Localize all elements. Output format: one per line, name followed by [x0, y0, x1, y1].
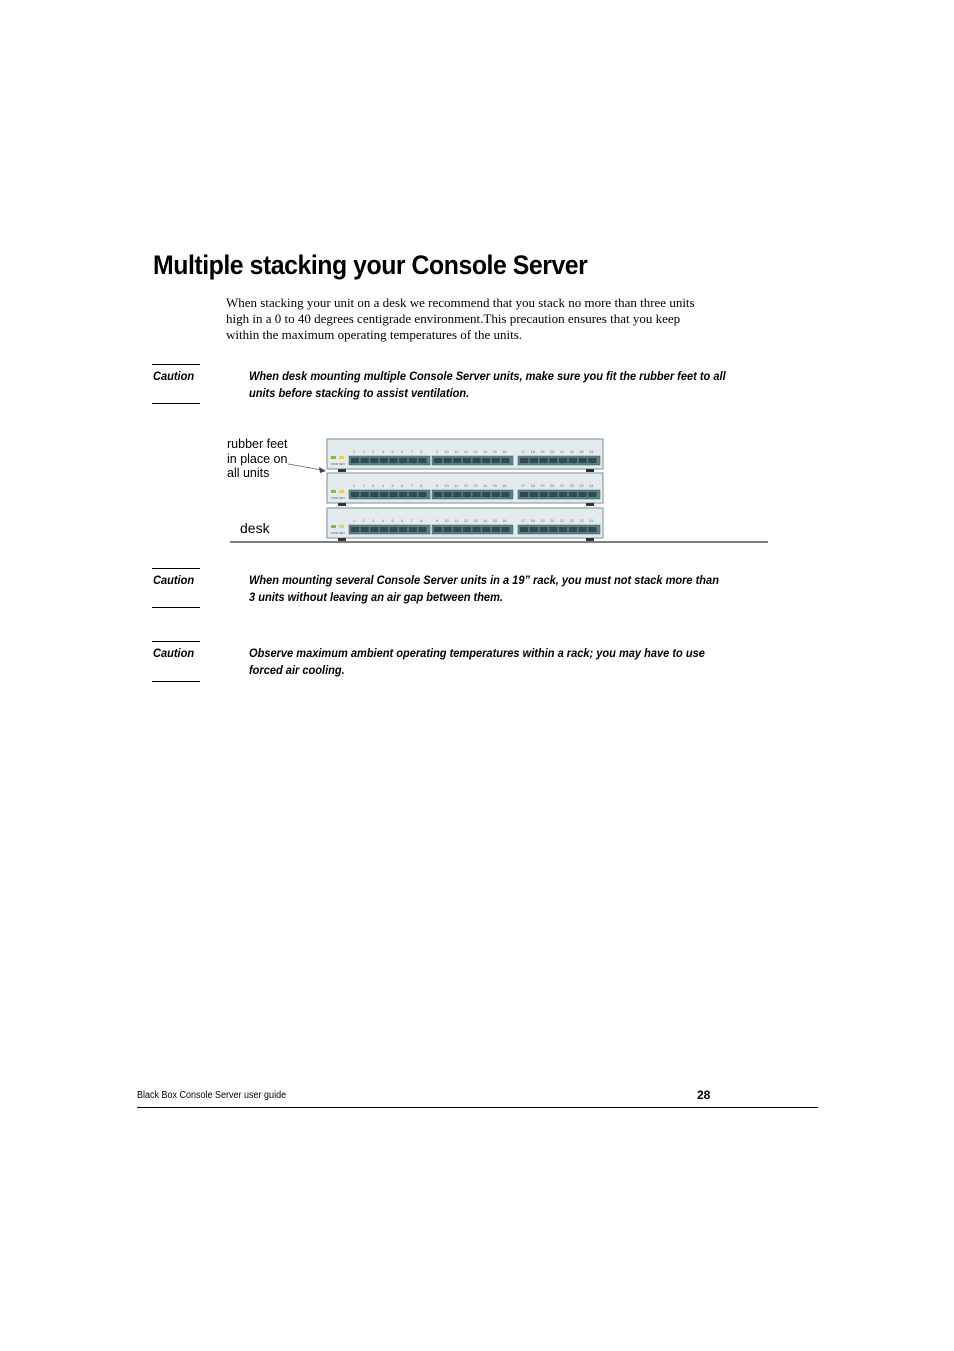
rj45-port [453, 527, 461, 532]
led-label: NET [339, 496, 345, 500]
rj45-port [492, 527, 500, 532]
rj45-port [540, 458, 548, 463]
rj45-port [569, 527, 577, 532]
rj45-port [418, 458, 426, 463]
rj45-port [588, 527, 596, 532]
caution-rule-bottom [152, 681, 200, 682]
port-number: 20 [550, 484, 555, 488]
port-number: 19 [540, 519, 545, 523]
rubber-foot [586, 503, 594, 506]
rj45-port [559, 458, 567, 463]
caution-rule-bottom [152, 607, 200, 608]
port-number: 20 [550, 450, 555, 454]
rj45-port [540, 492, 548, 497]
rj45-port [530, 527, 538, 532]
rj45-port [588, 492, 596, 497]
port-number: 7 [410, 519, 413, 523]
led-label: PWR [331, 531, 338, 535]
port-number: 5 [391, 484, 394, 488]
rubber-foot [338, 538, 346, 541]
port-number: 22 [569, 519, 574, 523]
rj45-port [370, 458, 378, 463]
rj45-port [434, 527, 442, 532]
power-led [331, 490, 336, 493]
rj45-port [409, 458, 417, 463]
rj45-port [482, 492, 490, 497]
network-led [339, 490, 344, 493]
port-number: 17 [521, 484, 525, 488]
rj45-port [520, 458, 528, 463]
port-number: 6 [401, 450, 404, 454]
rj45-port [492, 492, 500, 497]
rj45-port [399, 527, 407, 532]
port-number: 3 [372, 519, 375, 523]
port-number: 10 [444, 450, 449, 454]
port-number: 21 [560, 450, 564, 454]
port-number: 18 [530, 484, 535, 488]
rj45-port [434, 492, 442, 497]
callout-line-2: in place on [227, 451, 288, 466]
rj45-port [569, 492, 577, 497]
caution-rule-top [152, 568, 200, 569]
port-number: 17 [521, 519, 525, 523]
rj45-port [444, 527, 452, 532]
port-number: 5 [391, 450, 394, 454]
port-number: 8 [420, 519, 423, 523]
rj45-port [390, 527, 398, 532]
rj45-port [559, 492, 567, 497]
port-number: 19 [540, 450, 545, 454]
rj45-port [579, 527, 587, 532]
port-number: 2 [362, 519, 365, 523]
rj45-port [530, 458, 538, 463]
led-label: PWR [331, 496, 338, 500]
port-number: 9 [436, 450, 438, 454]
rubber-foot [338, 503, 346, 506]
rj45-port [463, 458, 471, 463]
port-number: 16 [502, 450, 507, 454]
led-label: NET [339, 462, 345, 466]
rj45-port [482, 527, 490, 532]
port-number: 23 [579, 484, 584, 488]
rj45-port [579, 492, 587, 497]
port-number: 16 [502, 484, 507, 488]
rj45-port [370, 492, 378, 497]
rj45-port [380, 492, 388, 497]
port-number: 21 [560, 519, 564, 523]
rj45-port [390, 458, 398, 463]
port-number: 11 [454, 450, 459, 454]
caution-label: Caution [153, 646, 195, 660]
port-number: 14 [483, 484, 488, 488]
port-number: 24 [589, 484, 594, 488]
port-number: 22 [569, 484, 574, 488]
rj45-port [409, 527, 417, 532]
footer-guide-title: Black Box Console Server user guide [137, 1090, 287, 1101]
rj45-port [399, 492, 407, 497]
led-label: NET [339, 531, 345, 535]
port-number: 1 [353, 484, 355, 488]
caution-rule-top [152, 641, 200, 642]
rj45-port [473, 458, 481, 463]
rj45-port [390, 492, 398, 497]
power-led [331, 525, 336, 528]
rj45-port [418, 527, 426, 532]
rj45-port [351, 492, 359, 497]
rj45-port [588, 458, 596, 463]
port-number: 3 [372, 484, 375, 488]
port-number: 18 [530, 519, 535, 523]
rj45-port [380, 527, 388, 532]
intro-paragraph: When stacking your unit on a desk we recommend that you stack no more than three units high in a 0 to 40 degrees centigrade environment.This precaution ensures that you keep within the maximum operating temperatures of the units. [226, 295, 695, 342]
callout-pointer-line [288, 464, 322, 470]
footer-rule [137, 1107, 818, 1108]
rj45-port [351, 527, 359, 532]
rj45-port [530, 492, 538, 497]
rj45-port [380, 458, 388, 463]
port-number: 24 [589, 519, 594, 523]
footer-page-number: 28 [697, 1088, 711, 1102]
rj45-port [351, 458, 359, 463]
port-number: 5 [391, 519, 394, 523]
port-number: 10 [444, 519, 449, 523]
port-number: 20 [550, 519, 555, 523]
port-number: 11 [454, 484, 459, 488]
port-number: 15 [492, 450, 497, 454]
caution-text: Observe maximum ambient operating temperatures within a rack; you may have to use forced air cooling. [249, 646, 705, 677]
port-number: 4 [381, 484, 384, 488]
rj45-port [399, 458, 407, 463]
port-number: 10 [444, 484, 449, 488]
rj45-port [418, 492, 426, 497]
port-number: 6 [401, 519, 404, 523]
port-number: 4 [381, 450, 384, 454]
caution-label: Caution [153, 573, 195, 587]
rj45-port [549, 458, 557, 463]
rj45-port [361, 527, 369, 532]
port-number: 2 [362, 450, 365, 454]
port-number: 9 [436, 519, 438, 523]
desk-label: desk [240, 520, 270, 536]
port-number: 23 [579, 519, 584, 523]
rj45-port [540, 527, 548, 532]
port-number: 1 [353, 450, 355, 454]
port-number: 4 [381, 519, 384, 523]
port-number: 22 [569, 450, 574, 454]
port-number: 13 [473, 450, 478, 454]
rj45-port [463, 527, 471, 532]
rj45-port [501, 492, 509, 497]
port-number: 8 [420, 484, 423, 488]
port-number: 19 [540, 484, 545, 488]
rj45-port [409, 492, 417, 497]
port-number: 12 [463, 519, 468, 523]
port-number: 6 [401, 484, 404, 488]
rj45-port [444, 492, 452, 497]
rj45-port [579, 458, 587, 463]
rubber-foot [586, 469, 594, 472]
port-number: 17 [521, 450, 525, 454]
port-number: 1 [353, 519, 355, 523]
rj45-port [520, 527, 528, 532]
port-number: 9 [436, 484, 438, 488]
rj45-port [549, 492, 557, 497]
network-led [339, 456, 344, 459]
port-number: 24 [589, 450, 594, 454]
rj45-port [482, 458, 490, 463]
caution-text: When desk mounting multiple Console Server units, make sure you fit the rubber feet to all units before stacking to assist ventilation. [249, 369, 726, 400]
rubber-foot [338, 469, 346, 472]
port-number: 3 [372, 450, 375, 454]
port-number: 14 [483, 450, 488, 454]
port-number: 12 [463, 484, 468, 488]
rj45-port [501, 527, 509, 532]
rj45-port [444, 458, 452, 463]
power-led [331, 456, 336, 459]
port-number: 11 [454, 519, 459, 523]
rj45-port [370, 527, 378, 532]
callout-line-1: rubber feet [227, 437, 288, 451]
callout-arrowhead [319, 467, 326, 473]
network-led [339, 525, 344, 528]
rj45-port [361, 458, 369, 463]
rj45-port [463, 492, 471, 497]
port-number: 16 [502, 519, 507, 523]
rj45-port [473, 492, 481, 497]
rj45-port [473, 527, 481, 532]
port-number: 18 [530, 450, 535, 454]
rj45-port [453, 492, 461, 497]
port-number: 12 [463, 450, 468, 454]
page-title: Multiple stacking your Console Server [153, 250, 588, 280]
port-number: 8 [420, 450, 423, 454]
port-number: 7 [410, 484, 413, 488]
rj45-port [549, 527, 557, 532]
port-number: 14 [483, 519, 488, 523]
rj45-port [361, 492, 369, 497]
rj45-port [559, 527, 567, 532]
port-number: 13 [473, 484, 478, 488]
rj45-port [501, 458, 509, 463]
port-number: 23 [579, 450, 584, 454]
port-number: 15 [492, 484, 497, 488]
port-number: 15 [492, 519, 497, 523]
caution-text: When mounting several Console Server units in a 19” rack, you must not stack more than 3 units without leaving an air gap between them. [249, 573, 719, 604]
led-label: PWR [331, 462, 338, 466]
callout-line-3: all units [227, 466, 270, 480]
rubber-foot [586, 538, 594, 541]
rj45-port [434, 458, 442, 463]
port-number: 7 [410, 450, 413, 454]
port-number: 21 [560, 484, 564, 488]
rj45-port [520, 492, 528, 497]
port-number: 2 [362, 484, 365, 488]
caution-label: Caution [153, 369, 195, 383]
port-number: 13 [473, 519, 478, 523]
rj45-port [453, 458, 461, 463]
rj45-port [569, 458, 577, 463]
rj45-port [492, 458, 500, 463]
